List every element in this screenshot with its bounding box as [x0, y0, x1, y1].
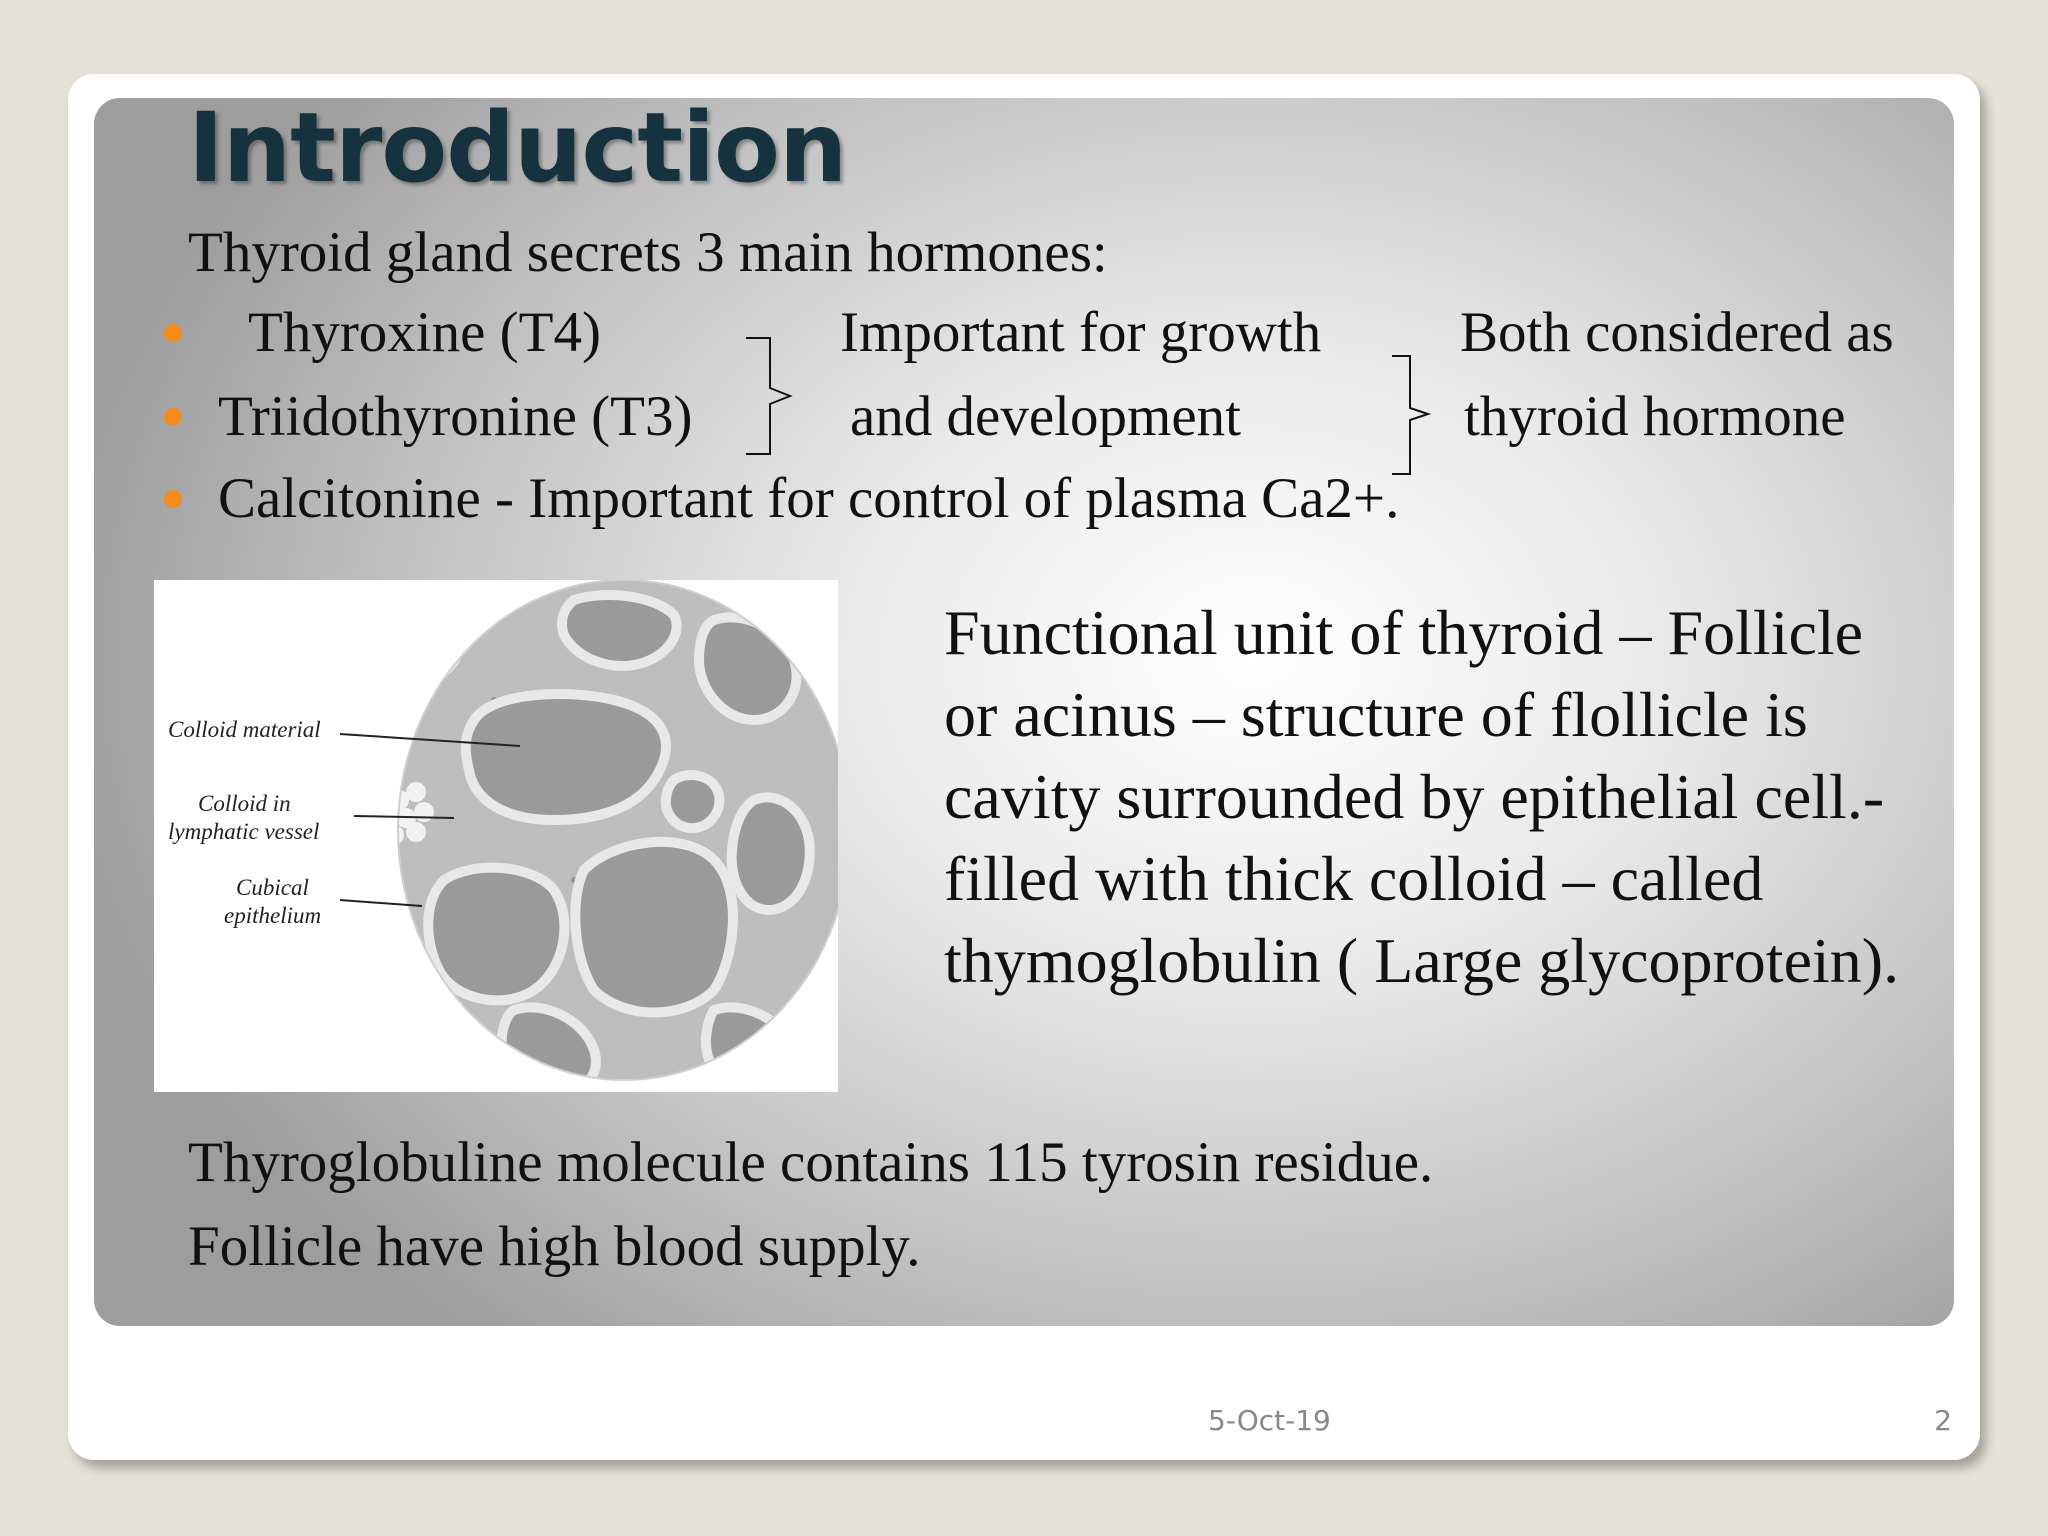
blood-supply-line: Follicle have high blood supply.: [188, 1215, 921, 1278]
follicle-paragraph: [944, 592, 1899, 1002]
growth-note-line-2: and development: [850, 385, 1241, 448]
bracket-icon: [744, 334, 794, 458]
figure-label-colloid-in: Colloid in: [198, 791, 291, 816]
thyroglobuline-line: Thyroglobuline molecule contains 115 tyrosin residue.: [188, 1131, 1434, 1194]
figure-label-epithelium: epithelium: [224, 903, 322, 928]
paragraph-line: filled with thick colloid – called: [944, 843, 1764, 914]
bullet-dot: [164, 490, 182, 508]
figure-label-cubical: Cubical: [236, 875, 309, 900]
growth-note-line-1: Important for growth: [840, 301, 1322, 364]
footer-date: 5-Oct-19: [1208, 1404, 1331, 1437]
slide-title: Introduction: [188, 98, 847, 204]
paragraph-line: Functional unit of thyroid – Follicle: [944, 597, 1864, 668]
bullet-dot: [164, 408, 182, 426]
paragraph-line: thymoglobulin ( Large glycoprotein).: [944, 925, 1900, 996]
figure-label-colloid-material: Colloid material: [168, 717, 321, 742]
bullet-calcitonine: Calcitonine - Important for control of plasma Ca2+.: [218, 467, 1400, 530]
bracket-icon: [1390, 352, 1440, 478]
bullet-thyroxine: Thyroxine (T4): [248, 301, 601, 364]
figure-label-lymphatic-vessel: lymphatic vessel: [168, 819, 320, 844]
bullet-triiodothyronine: Triidothyronine (T3): [218, 385, 693, 448]
slide: [68, 74, 1980, 1460]
bullet-dot: [164, 324, 182, 342]
paragraph-line: cavity surrounded by epithelial cell.-: [944, 761, 1885, 832]
paragraph-line: or acinus – structure of flollicle is: [944, 679, 1808, 750]
content-panel: [94, 98, 1954, 1326]
page-number: 2: [1934, 1404, 1952, 1437]
thyroid-note-line-2: thyroid hormone: [1464, 385, 1846, 448]
thyroid-follicle-figure: [154, 580, 838, 1092]
thyroid-note-line-1: Both considered as: [1460, 301, 1894, 364]
intro-line: Thyroid gland secrets 3 main hormones:: [188, 221, 1108, 284]
